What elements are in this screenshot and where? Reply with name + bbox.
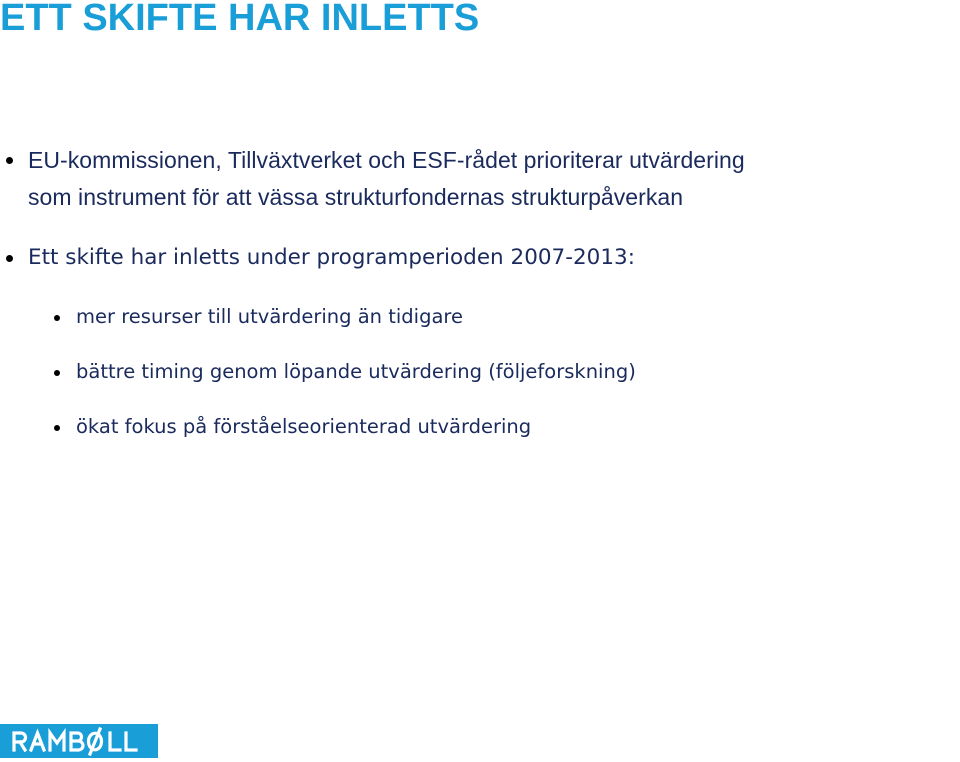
bullet-text: som instrument för att vässa strukturfondernas strukturpåverkan — [28, 184, 684, 210]
ramboll-logo — [0, 724, 158, 758]
sub-bullet-text: mer resurser till utvärdering än tidigare — [76, 305, 463, 328]
bullet-text: Ett skifte har inletts under programperioden 2007-2013: — [28, 245, 635, 270]
bullet-dot-icon — [6, 157, 13, 164]
bullet-text: EU-kommissionen, Tillväxtverket och ESF-rådet prioriterar utvärdering — [28, 147, 745, 173]
ramboll-logo-icon — [0, 724, 158, 758]
sub-bullet-text: ökat fokus på förståelseorienterad utvärdering — [76, 415, 532, 438]
sub-bullet-text: bättre timing genom löpande utvärdering (följeforskning) — [76, 360, 636, 383]
bullet-dot-icon — [54, 315, 60, 321]
slide-title: ETT SKIFTE HAR INLETTS — [0, 0, 480, 39]
bullet-dot-icon — [54, 370, 60, 376]
bullet-dot-icon — [54, 425, 60, 431]
bullet-dot-icon — [6, 255, 13, 262]
